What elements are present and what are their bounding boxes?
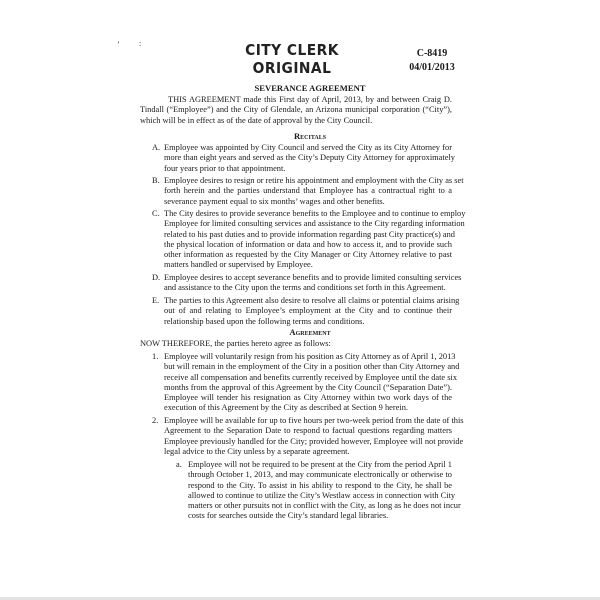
text-line: four years prior to that appointment. <box>164 163 286 173</box>
text-line: through October 1, 2013, and may communicate electronically or otherwise to <box>188 470 452 480</box>
item-label: B. <box>152 176 160 185</box>
text-line: relationship based upon the following terms and conditions. <box>164 316 365 326</box>
text-line: forth herein and the parties understand that Employee has a contractual right to a <box>164 186 452 196</box>
text-line: Tindall (“Employee”) and the City of Glendale, an Arizona municipal corporation (“City”), <box>140 105 452 115</box>
text-line: but will remain in the employment of the City in a position other than City Attorney and <box>164 362 460 372</box>
text-line: which will be in effect as of the date of approval by the City Council. <box>140 115 373 125</box>
text-line: legal advice to the City unless by a separate agreement. <box>164 446 350 456</box>
agreement-heading: Agreement <box>289 327 331 337</box>
item-label: 1. <box>152 352 159 361</box>
item-label: A. <box>152 143 161 152</box>
recital-item <box>164 273 462 294</box>
recital-item <box>164 296 460 327</box>
text-line: the physical location of information or data and how to access it, and to provide such <box>164 239 452 249</box>
recital-item <box>164 143 455 174</box>
stamp-original: ORIGINAL <box>252 59 332 77</box>
clause-item <box>188 460 461 522</box>
intro-paragraph <box>140 95 452 126</box>
scan-speck: ’ <box>117 40 120 49</box>
clause-item <box>164 352 460 414</box>
text-line: Employee for limited consulting services and assistance to the City regarding information <box>164 219 465 229</box>
text-line: months from the approval of this Agreement by the City Council (“Separation Date”). <box>164 382 452 392</box>
text-line: severance payment equal to six months’ wages and other benefits. <box>164 196 385 206</box>
text-line: and assistance to the City upon the terms and conditions set forth in this Agreement. <box>164 283 446 293</box>
text-line: allowed to continue to utilize the City’s Westlaw access in connection with City <box>188 490 456 500</box>
text-line: more than eight years and served as the City’s Deputy City Attorney for approximately <box>164 153 455 163</box>
text-line: Employee will be available for up to five hours per two-week period from the date of this <box>164 416 464 425</box>
text-line: other information as requested by the City Manager or City Attorney relative to past <box>164 250 452 260</box>
item-label: 2. <box>152 416 159 425</box>
scan-speck: : <box>139 39 142 48</box>
now-therefore-text: NOW THEREFORE, the parties hereto agree as follows: <box>140 339 331 348</box>
text-line: Employee was appointed by City Council and served the City as its City Attorney for <box>164 143 452 152</box>
text-line: Employee will not be required to be present at the City from the period April 1 <box>188 460 452 469</box>
text-line: Employee previously handled for the City; provided however, Employee will not provide <box>164 436 464 446</box>
text-line: matters or other pursuits not in conflict with the City, as long as he does not incur <box>188 501 461 511</box>
text-line: Employee desires to resign or retire his appointment and employment with the City as set <box>164 176 464 185</box>
text-line: receive all compensation and benefits currently received by Employee until the date six <box>164 372 458 382</box>
text-line: THIS AGREEMENT made this First day of April, 2013, by and between Craig D. <box>168 95 452 104</box>
text-line: Employee will tender his resignation as City Attorney within two work days of the <box>164 393 452 403</box>
text-line: related to his past duties and to provide information regarding past City practice(s) and <box>164 229 455 239</box>
stamp-city-clerk: CITY CLERK <box>245 41 339 59</box>
text-line: out of and relating to Employee’s employment at the City and to continue their <box>164 306 452 316</box>
item-label: D. <box>152 273 161 282</box>
recitals-heading: Recitals <box>293 131 327 141</box>
text-line: The parties to this Agreement also desire to resolve all claims or potential claims arising <box>164 296 460 305</box>
text-line: respond to the City. To assist in his ability to respond to the City, he shall be <box>188 480 452 490</box>
item-label: a. <box>176 460 182 469</box>
text-line: matters handled or supervised by Employee. <box>164 260 313 270</box>
recital-item <box>164 209 466 271</box>
text-line: Employee desires to accept severance benefits and to provide limited consulting services <box>164 273 462 282</box>
item-label: E. <box>152 296 160 305</box>
item-label: C. <box>152 209 160 218</box>
reference-date: 04/01/2013 <box>409 62 455 73</box>
reference-number: C-8419 <box>416 48 448 59</box>
text-line: The City desires to provide severance benefits to the Employee and to continue to employ <box>164 209 466 218</box>
document-title: SEVERANCE AGREEMENT <box>254 83 366 93</box>
text-line: costs for searches outside the City’s standard legal libraries. <box>188 511 389 521</box>
text-line: Agreement to the Separation Date to respond to factual questions regarding matters <box>164 426 452 436</box>
clause-item <box>164 416 464 457</box>
text-line: Employee will voluntarily resign from his position as City Attorney as of April 1, 2013 <box>164 352 456 361</box>
text-line: execution of this Agreement by the City as described at Section 9 herein. <box>164 403 408 413</box>
recital-item <box>164 176 464 207</box>
